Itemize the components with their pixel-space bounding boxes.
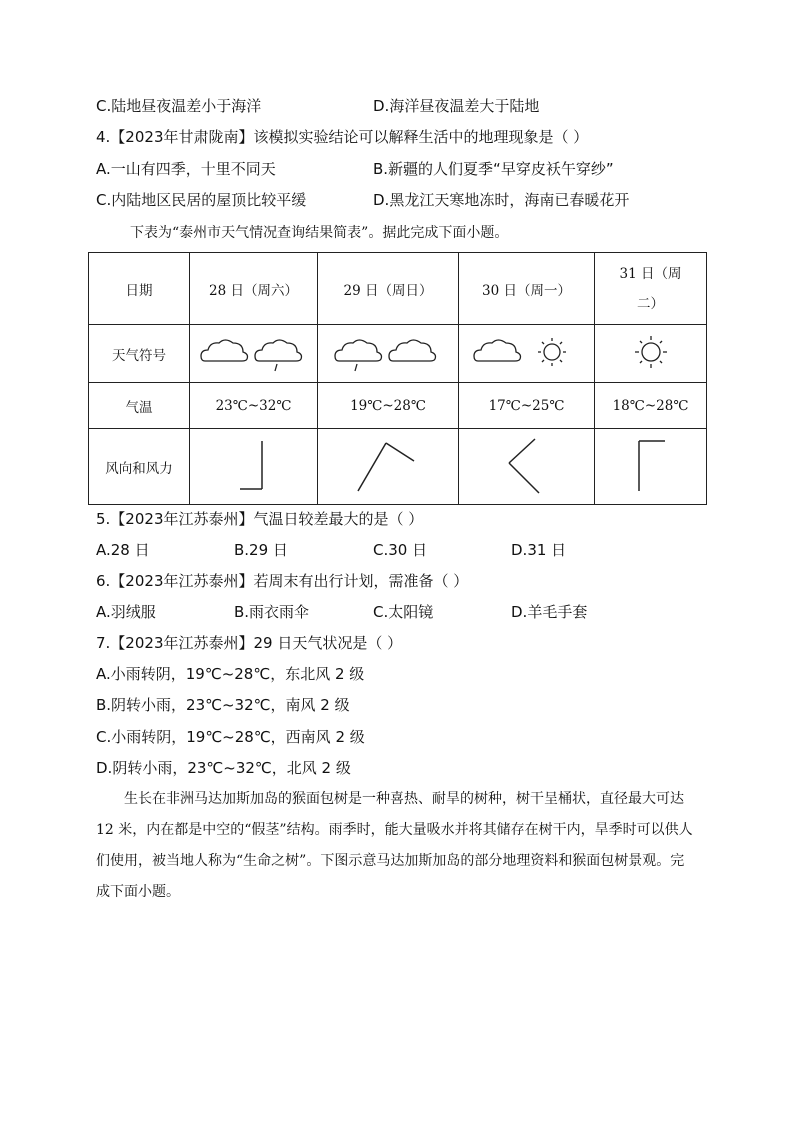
wind-30 xyxy=(459,429,595,505)
temp-31: 18℃~28℃ xyxy=(595,383,707,429)
light-rain-icon xyxy=(255,340,302,371)
temp-28: 23℃~32℃ xyxy=(190,383,318,429)
q5-option-a: A.28 日 xyxy=(96,541,150,559)
q5-option-c: C.30 日 xyxy=(373,541,428,559)
date-31 xyxy=(595,253,707,325)
row-label-temp: 气温 xyxy=(89,383,190,429)
weather-31 xyxy=(595,325,707,383)
temp-29: 19℃~28℃ xyxy=(318,383,459,429)
light-rain-icon xyxy=(335,340,382,371)
row-label-weather: 天气符号 xyxy=(89,325,190,383)
q5-option-b: B.29 日 xyxy=(234,541,288,559)
q5-option-d: D.31 日 xyxy=(511,541,567,559)
weather-29 xyxy=(318,325,459,383)
cloudy-icon xyxy=(474,340,521,361)
q4-stem: 4.【2023年甘肃陇南】该模拟实验结论可以解释生活中的地理现象是（ ） xyxy=(96,128,589,146)
q3-option-c: C.陆地昼夜温差小于海洋 xyxy=(96,97,262,115)
cloudy-icon xyxy=(201,340,248,361)
q7-option-d: D.阴转小雨，23℃~32℃，北风 2 级 xyxy=(96,759,351,777)
sunny-icon xyxy=(538,338,566,366)
temp-30: 17℃~25℃ xyxy=(459,383,595,429)
row-label-date: 日期 xyxy=(89,253,190,325)
cloudy-icon xyxy=(389,340,436,361)
date-28: 28 日（周六） xyxy=(190,253,318,325)
row-label-wind: 风向和风力 xyxy=(89,429,190,505)
table-row-temp xyxy=(89,383,707,429)
q4-option-c: C.内陆地区民居的屋顶比较平缓 xyxy=(96,191,307,209)
weather-30 xyxy=(459,325,595,383)
q6-option-a: A.羽绒服 xyxy=(96,603,156,621)
q6-option-d: D.羊毛手套 xyxy=(511,603,588,621)
sunny-icon xyxy=(635,336,667,368)
north-wind-2-symbol xyxy=(240,441,262,489)
date-31-line2: 二） xyxy=(637,295,664,312)
southwest-wind-2-symbol xyxy=(358,443,414,491)
table-row-date xyxy=(89,253,707,325)
table-row-weather xyxy=(89,325,707,383)
q4-option-d: D.黑龙江天寒地冻时，海南已春暖花开 xyxy=(373,191,630,209)
q4-option-b: B.新疆的人们夏季“早穿皮袄午穿纱” xyxy=(373,160,614,178)
q7-option-c: C.小雨转阴，19℃~28℃，西南风 2 级 xyxy=(96,728,365,746)
east-wind-2-symbol xyxy=(509,439,539,493)
south-wind-2-symbol xyxy=(639,441,665,491)
table-intro: 下表为“泰州市天气情况查询结果简表”。据此完成下面小题。 xyxy=(130,225,509,241)
wind-28 xyxy=(190,429,318,505)
weather-table xyxy=(88,252,707,505)
wind-29 xyxy=(318,429,459,505)
date-31-line1: 31 日（周 xyxy=(619,265,682,282)
q7-stem: 7.【2023年江苏泰州】29 日天气状况是（ ） xyxy=(96,634,403,652)
date-29: 29 日（周日） xyxy=(318,253,459,325)
wind-31 xyxy=(595,429,707,505)
q6-stem: 6.【2023年江苏泰州】若周末有出行计划，需准备（ ） xyxy=(96,572,469,590)
q4-option-a: A.一山有四季，十里不同天 xyxy=(96,160,276,178)
q5-stem: 5.【2023年江苏泰州】气温日较差最大的是（ ） xyxy=(96,510,424,528)
q7-option-b: B.阴转小雨，23℃~32℃，南风 2 级 xyxy=(96,696,350,714)
date-30: 30 日（周一） xyxy=(459,253,595,325)
q6-option-c: C.太阳镜 xyxy=(373,603,434,621)
q7-option-a: A.小雨转阴，19℃~28℃，东北风 2 级 xyxy=(96,665,365,683)
q3-option-d: D.海洋昼夜温差大于陆地 xyxy=(373,97,540,115)
weather-28 xyxy=(190,325,318,383)
q6-option-b: B.雨衣雨伞 xyxy=(234,603,310,621)
table-row-wind xyxy=(89,429,707,505)
baobab-passage: 生长在非洲马达加斯加岛的猴面包树是一种喜热、耐旱的树种，树干呈桶状，直径最大可达 12 米，内在都是中空的“假茎”结构。雨季时，能大量吸水并将其储存在树干内，旱季时可以供人们使用，被当地人称为“生命之树”。下图示意马达加斯加岛的部分地理资料和猴面包树景观。完成下面小题。 xyxy=(96,791,693,900)
